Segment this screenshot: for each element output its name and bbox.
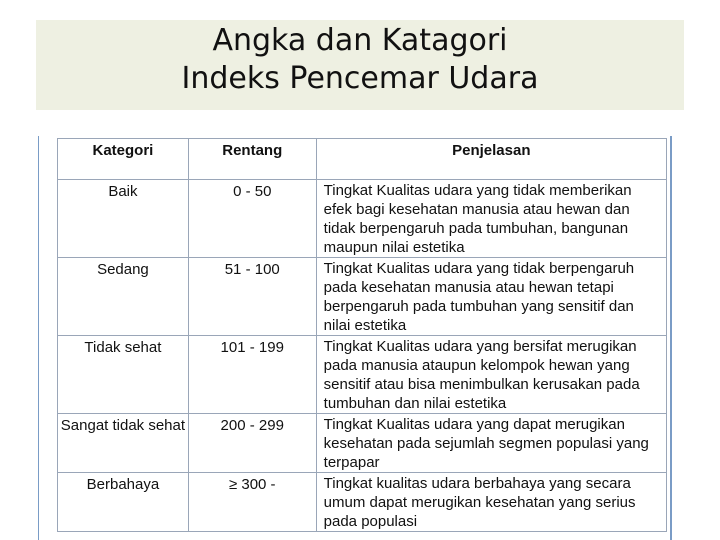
- page-title: [36, 22, 684, 98]
- frame-border-left: [38, 136, 39, 540]
- description-cell: Tingkat kualitas udara berbahaya yang secara umum dapat merugikan kesehatan yang serius pada populasi: [316, 473, 666, 532]
- header-penjelasan: Penjelasan: [316, 139, 666, 180]
- range-cell: 0 - 50: [188, 180, 316, 258]
- category-cell: Tidak sehat: [58, 336, 189, 414]
- frame-border-right: [670, 136, 672, 540]
- range-cell: 51 - 100: [188, 258, 316, 336]
- table-row: [58, 258, 667, 336]
- header-rentang: Rentang: [188, 139, 316, 180]
- range-cell: 101 - 199: [188, 336, 316, 414]
- table-row: [58, 414, 667, 473]
- description-cell: Tingkat Kualitas udara yang tidak berpengaruh pada kesehatan manusia atau hewan tetapi berpengaruh pada tumbuhan yang sensitif dan nilai estetika: [316, 258, 666, 336]
- range-cell: ≥ 300 -: [188, 473, 316, 532]
- description-cell: Tingkat Kualitas udara yang dapat merugikan kesehatan pada sejumlah segmen populasi yang terpapar: [316, 414, 666, 473]
- description-cell: Tingkat Kualitas udara yang bersifat merugikan pada manusia ataupun kelompok hewan yang sensitif atau bisa menimbulkan kerusakan pada tumbuhan dan nilai estetika: [316, 336, 666, 414]
- pollution-index-table: [57, 138, 667, 532]
- table-row: [58, 473, 667, 532]
- category-cell: Baik: [58, 180, 189, 258]
- category-cell: Sangat tidak sehat: [58, 414, 189, 473]
- category-cell: Sedang: [58, 258, 189, 336]
- table-header-row: [58, 139, 667, 180]
- title-line-2: Indeks Pencemar Udara: [181, 61, 539, 96]
- category-cell: Berbahaya: [58, 473, 189, 532]
- description-cell: Tingkat Kualitas udara yang tidak memberikan efek bagi kesehatan manusia atau hewan dan tidak berpengaruh pada tumbuhan, bangunan maupun nilai estetika: [316, 180, 666, 258]
- table-row: [58, 336, 667, 414]
- title-line-1: Angka dan Katagori: [212, 23, 508, 58]
- range-cell: 200 - 299: [188, 414, 316, 473]
- header-kategori: Kategori: [58, 139, 189, 180]
- table-row: [58, 180, 667, 258]
